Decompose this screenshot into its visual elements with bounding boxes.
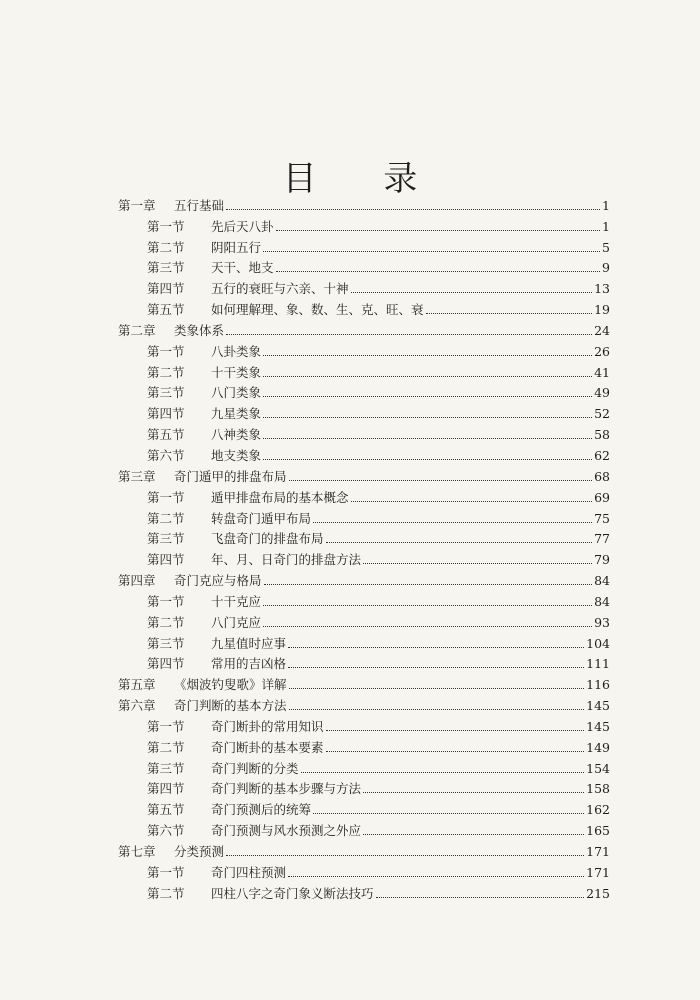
- dot-leader: [326, 729, 585, 731]
- entry-page-number: 215: [586, 885, 610, 901]
- entry-page-number: 93: [594, 614, 610, 630]
- toc-section-entry[interactable]: [118, 359, 610, 380]
- dot-leader: [288, 646, 584, 648]
- entry-page-number: 1: [602, 197, 610, 213]
- entry-number: 第四节: [147, 406, 185, 422]
- dot-leader: [326, 750, 585, 752]
- entry-title: 八神类象: [211, 427, 262, 443]
- toc-section-entry[interactable]: [118, 234, 610, 255]
- entry-title: 奇门四柱预测: [211, 864, 287, 880]
- entry-page-number: 62: [594, 447, 610, 463]
- dot-leader: [263, 354, 592, 356]
- toc-chapter-entry[interactable]: [118, 463, 610, 484]
- entry-title: 奇门断卦的常用知识: [211, 718, 324, 734]
- entry-title: 类象体系: [174, 322, 225, 338]
- dot-leader: [276, 270, 601, 272]
- entry-title: 奇门克应与格局: [174, 573, 262, 589]
- toc-section-entry[interactable]: [118, 734, 610, 755]
- dot-leader: [226, 208, 600, 210]
- entry-title: 九星值时应事: [211, 635, 287, 651]
- entry-page-number: 158: [586, 781, 610, 797]
- toc-section-entry[interactable]: [118, 255, 610, 276]
- entry-number: 第二节: [147, 614, 185, 630]
- entry-page-number: 84: [594, 573, 610, 589]
- dot-leader: [264, 583, 593, 585]
- entry-number: 第四节: [147, 656, 185, 672]
- entry-number: 第四节: [147, 281, 185, 297]
- entry-number: 第五节: [147, 427, 185, 443]
- entry-page-number: 162: [586, 802, 610, 818]
- dot-leader: [263, 416, 592, 418]
- entry-page-number: 116: [586, 677, 610, 693]
- entry-number: 第六节: [147, 447, 185, 463]
- toc-section-entry[interactable]: [118, 213, 610, 234]
- entry-number: 第四节: [147, 552, 185, 568]
- dot-leader: [276, 229, 601, 231]
- toc-section-entry[interactable]: [118, 338, 610, 359]
- toc-section-entry[interactable]: [118, 630, 610, 651]
- entry-title: 五行基础: [174, 197, 225, 213]
- dot-leader: [289, 708, 585, 710]
- entry-page-number: 41: [594, 364, 610, 380]
- entry-page-number: 68: [594, 468, 610, 484]
- toc-section-entry[interactable]: [118, 817, 610, 838]
- entry-page-number: 111: [586, 656, 610, 672]
- entry-page-number: 5: [602, 239, 610, 255]
- entry-page-number: 52: [594, 406, 610, 422]
- entry-number: 第二节: [147, 510, 185, 526]
- entry-title: 阴阳五行: [211, 239, 262, 255]
- entry-number: 第二节: [147, 739, 185, 755]
- entry-title: 五行的衰旺与六亲、十神: [211, 281, 349, 297]
- entry-title: 四柱八字之奇门象义断法技巧: [211, 885, 374, 901]
- dot-leader: [263, 458, 592, 460]
- entry-page-number: 9: [602, 260, 610, 276]
- entry-number: 第七章: [118, 844, 156, 859]
- dot-leader: [263, 625, 592, 627]
- entry-number: 第一节: [147, 489, 185, 505]
- toc-section-entry[interactable]: [118, 755, 610, 776]
- toc-section-entry[interactable]: [118, 526, 610, 547]
- entry-title: 天干、地支: [211, 260, 274, 276]
- entry-number: 第一章: [118, 197, 156, 213]
- toc-chapter-entry[interactable]: [118, 671, 610, 692]
- toc-chapter-entry[interactable]: [118, 567, 610, 588]
- entry-number: 第六节: [147, 823, 185, 839]
- entry-number: 第二节: [147, 239, 185, 255]
- entry-title: 转盘奇门遁甲布局: [211, 510, 312, 526]
- toc-section-entry[interactable]: [118, 859, 610, 880]
- dot-leader: [363, 562, 592, 564]
- entry-title: 奇门预测与风水预测之外应: [211, 823, 362, 839]
- toc-chapter-entry[interactable]: [118, 838, 610, 859]
- entry-title: 地支类象: [211, 447, 262, 463]
- entry-title: 年、月、日奇门的排盘方法: [211, 552, 362, 568]
- entry-title: 奇门遁甲的排盘布局: [174, 468, 287, 484]
- entry-number: 第三节: [147, 635, 185, 651]
- entry-number: 第五章: [118, 677, 156, 693]
- entry-number: 第三节: [147, 260, 185, 276]
- entry-number: 第四章: [118, 573, 156, 589]
- entry-page-number: 24: [594, 322, 610, 338]
- entry-title: 奇门判断的分类: [211, 760, 299, 776]
- entry-number: 第二章: [118, 322, 156, 338]
- toc-section-entry[interactable]: [118, 546, 610, 567]
- toc-section-entry[interactable]: [118, 505, 610, 526]
- entry-title: 奇门判断的基本方法: [174, 698, 287, 714]
- entry-page-number: 171: [586, 864, 610, 880]
- entry-number: 第二节: [147, 885, 185, 901]
- entry-number: 第一节: [147, 218, 185, 234]
- entry-title: 《烟波钓叟歌》详解: [174, 677, 287, 693]
- entry-number: 第一节: [147, 718, 185, 734]
- dot-leader: [326, 541, 593, 543]
- entry-number: 第三节: [147, 760, 185, 776]
- entry-page-number: 79: [594, 552, 610, 568]
- table-of-contents: [118, 192, 610, 901]
- toc-section-entry[interactable]: [118, 880, 610, 901]
- entry-number: 第六章: [118, 698, 156, 714]
- entry-page-number: 69: [594, 489, 610, 505]
- entry-title: 常用的吉凶格: [211, 656, 287, 672]
- toc-section-entry[interactable]: [118, 651, 610, 672]
- entry-title: 十干类象: [211, 364, 262, 380]
- toc-section-entry[interactable]: [118, 275, 610, 296]
- dot-leader: [288, 875, 584, 877]
- dot-leader: [363, 833, 584, 835]
- toc-section-entry[interactable]: [118, 609, 610, 630]
- toc-section-entry[interactable]: [118, 713, 610, 734]
- toc-chapter-entry[interactable]: [118, 192, 610, 213]
- dot-leader: [376, 896, 585, 898]
- entry-title: 八门类象: [211, 385, 262, 401]
- toc-section-entry[interactable]: [118, 484, 610, 505]
- page-title: 目 录: [282, 158, 446, 199]
- toc-section-entry[interactable]: [118, 400, 610, 421]
- entry-title: 十干克应: [211, 593, 262, 609]
- dot-leader: [301, 771, 585, 773]
- entry-page-number: 145: [586, 718, 610, 734]
- entry-number: 第二节: [147, 364, 185, 380]
- entry-title: 奇门断卦的基本要素: [211, 739, 324, 755]
- dot-leader: [363, 791, 584, 793]
- entry-number: 第四节: [147, 781, 185, 797]
- dot-leader: [263, 375, 592, 377]
- toc-chapter-entry[interactable]: [118, 317, 610, 338]
- toc-section-entry[interactable]: [118, 296, 610, 317]
- entry-page-number: 77: [594, 531, 610, 547]
- entry-page-number: 154: [586, 760, 610, 776]
- entry-page-number: 171: [586, 844, 610, 859]
- dot-leader: [289, 479, 593, 481]
- dot-leader: [226, 333, 592, 335]
- toc-section-entry[interactable]: [118, 776, 610, 797]
- entry-title: 奇门判断的基本步骤与方法: [211, 781, 362, 797]
- entry-title: 分类预测: [174, 844, 225, 859]
- entry-page-number: 84: [594, 593, 610, 609]
- toc-chapter-entry[interactable]: [118, 692, 610, 713]
- entry-number: 第五节: [147, 302, 185, 318]
- entry-page-number: 149: [586, 739, 610, 755]
- entry-title: 遁甲排盘布局的基本概念: [211, 489, 349, 505]
- dot-leader: [351, 291, 593, 293]
- toc-section-entry[interactable]: [118, 380, 610, 401]
- entry-page-number: 26: [594, 343, 610, 359]
- entry-title: 奇门预测后的统筹: [211, 802, 312, 818]
- dot-leader: [289, 687, 585, 689]
- entry-page-number: 104: [586, 635, 610, 651]
- entry-title: 八卦类象: [211, 343, 262, 359]
- toc-section-entry[interactable]: [118, 796, 610, 817]
- dot-leader: [263, 395, 592, 397]
- entry-number: 第三节: [147, 531, 185, 547]
- entry-page-number: 13: [594, 281, 610, 297]
- dot-leader: [351, 500, 593, 502]
- entry-page-number: 1: [602, 218, 610, 234]
- entry-number: 第三章: [118, 468, 156, 484]
- toc-section-entry[interactable]: [118, 442, 610, 463]
- entry-page-number: 165: [586, 823, 610, 839]
- entry-title: 九星类象: [211, 406, 262, 422]
- dot-leader: [226, 854, 584, 856]
- entry-page-number: 75: [594, 510, 610, 526]
- dot-leader: [313, 812, 584, 814]
- entry-title: 先后天八卦: [211, 218, 274, 234]
- entry-page-number: 19: [594, 302, 610, 318]
- entry-number: 第一节: [147, 864, 185, 880]
- entry-number: 第三节: [147, 385, 185, 401]
- entry-title: 飞盘奇门的排盘布局: [211, 531, 324, 547]
- entry-number: 第一节: [147, 593, 185, 609]
- entry-page-number: 58: [594, 427, 610, 443]
- dot-leader: [263, 250, 600, 252]
- entry-page-number: 49: [594, 385, 610, 401]
- toc-section-entry[interactable]: [118, 588, 610, 609]
- dot-leader: [426, 312, 593, 314]
- entry-number: 第一节: [147, 343, 185, 359]
- dot-leader: [263, 437, 592, 439]
- entry-title: 八门克应: [211, 614, 262, 630]
- toc-section-entry[interactable]: [118, 421, 610, 442]
- dot-leader: [263, 604, 592, 606]
- entry-number: 第五节: [147, 802, 185, 818]
- dot-leader: [313, 521, 592, 523]
- dot-leader: [288, 666, 584, 668]
- entry-title: 如何理解理、象、数、生、克、旺、衰: [211, 302, 424, 318]
- entry-page-number: 145: [586, 698, 610, 714]
